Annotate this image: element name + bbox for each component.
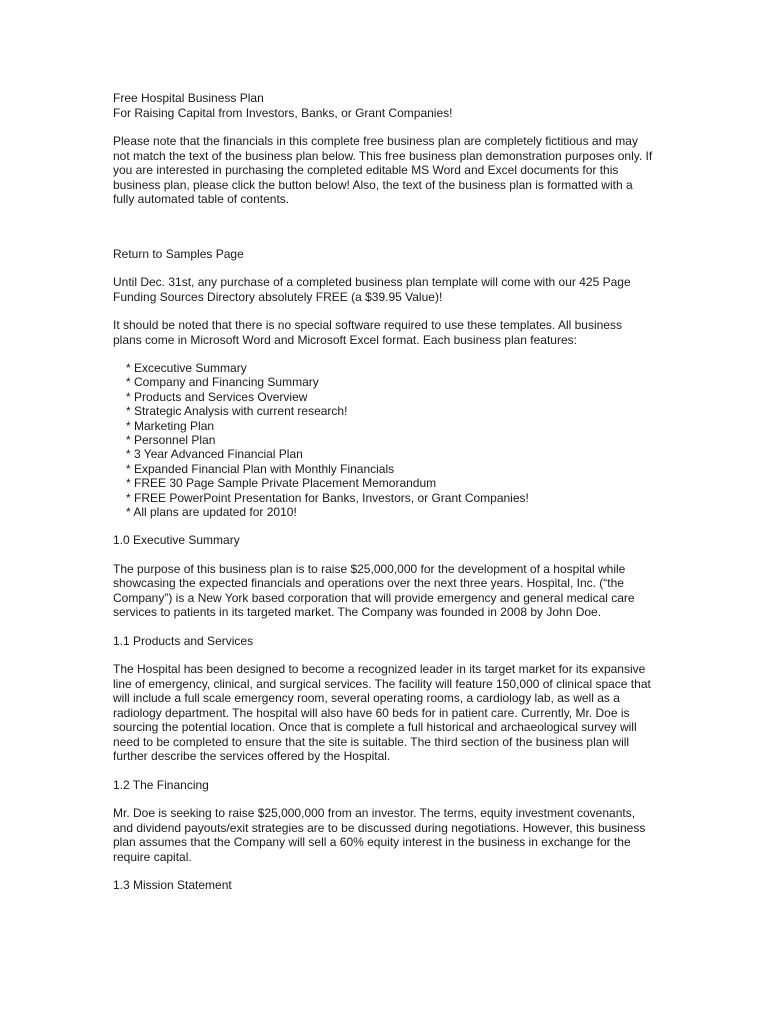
feature-list [113,361,653,519]
list-item: * Strategic Analysis with current research! [126,404,348,419]
list-item: * 3 Year Advanced Financial Plan [126,447,303,462]
title-block [113,91,653,120]
list-item: * Products and Services Overview [126,389,308,404]
software-note-paragraph: It should be noted that there is no special software required to use these templates. All business plans come in Microsoft Word and Microsoft Excel format. Each business plan features: [113,318,622,347]
section-body-executive-summary: The purpose of this business plan is to raise $25,000,000 for the development of a hospital while showcasing the expected financials and operations over the next three years. Hospital, Inc. (“the Company”) is a New York based corporation that will provide emergency and general medical care services to patients in its targeted market. The Company was founded in 2008 by John Doe. [113,561,635,620]
list-item: * FREE 30 Page Sample Private Placement Memorandum [126,476,437,491]
document-title: Free Hospital Business Plan [113,91,264,105]
list-item: * FREE PowerPoint Presentation for Banks, Investors, or Grant Companies! [126,490,529,505]
return-to-samples-link[interactable]: Return to Samples Page [113,246,244,261]
list-item: * Personnel Plan [126,433,216,448]
section-heading-products-services: 1.1 Products and Services [113,633,254,648]
list-item: * All plans are updated for 2010! [126,505,297,520]
list-item: * Excecutive Summary [126,361,247,375]
section-body-financing: Mr. Doe is seeking to raise $25,000,000 from an investor. The terms, equity investment covenants, and dividend payouts/exit strategies are to be discussed during negotiations. However, this business plan assumes that the Company will sell a 60% equity interest in the business in exchange for the require capital. [113,806,646,864]
section-heading-mission-statement: 1.3 Mission Statement [113,878,232,893]
section-body-products-services: The Hospital has been designed to become a recognized leader in its target market for its expansive line of emergency, clinical, and surgical services. The facility will feature 150,000 of clinical space that will include a full scale emergency room, several operating rooms, a cardiology lab, as well as a radiology department. The hospital will also have 60 beds for in patient care. Currently, Mr. Doe is sourcing the potential location. Once that is complete a full historical and archaeological survey will need to be completed to ensure that the site is suitable. The third section of the business plan will further describe the services offered by the Hospital. [113,662,651,764]
list-item: * Company and Financing Summary [126,375,319,390]
section-heading-executive-summary: 1.0 Executive Summary [113,533,240,548]
section-heading-financing: 1.2 The Financing [113,777,209,792]
list-item: * Marketing Plan [126,418,215,433]
document-subtitle: For Raising Capital from Investors, Banks, or Grant Companies! [113,105,453,120]
promo-paragraph: Until Dec. 31st, any purchase of a completed business plan template will come with our 425 Page Funding Sources Directory absolutely FREE (a $39.95 Value)! [113,275,631,304]
intro-paragraph: Please note that the financials in this complete free business plan are completely fictitious and may not match the text of the business plan below. This free business plan demonstration purposes only. If you are interested in purchasing the completed editable MS Word and Excel documents for this business plan, please click the button below! Also, the text of the business plan is formatted with a fully automated table of contents. [113,134,653,206]
list-item: * Expanded Financial Plan with Monthly Financials [126,461,395,476]
document-page [113,91,653,893]
